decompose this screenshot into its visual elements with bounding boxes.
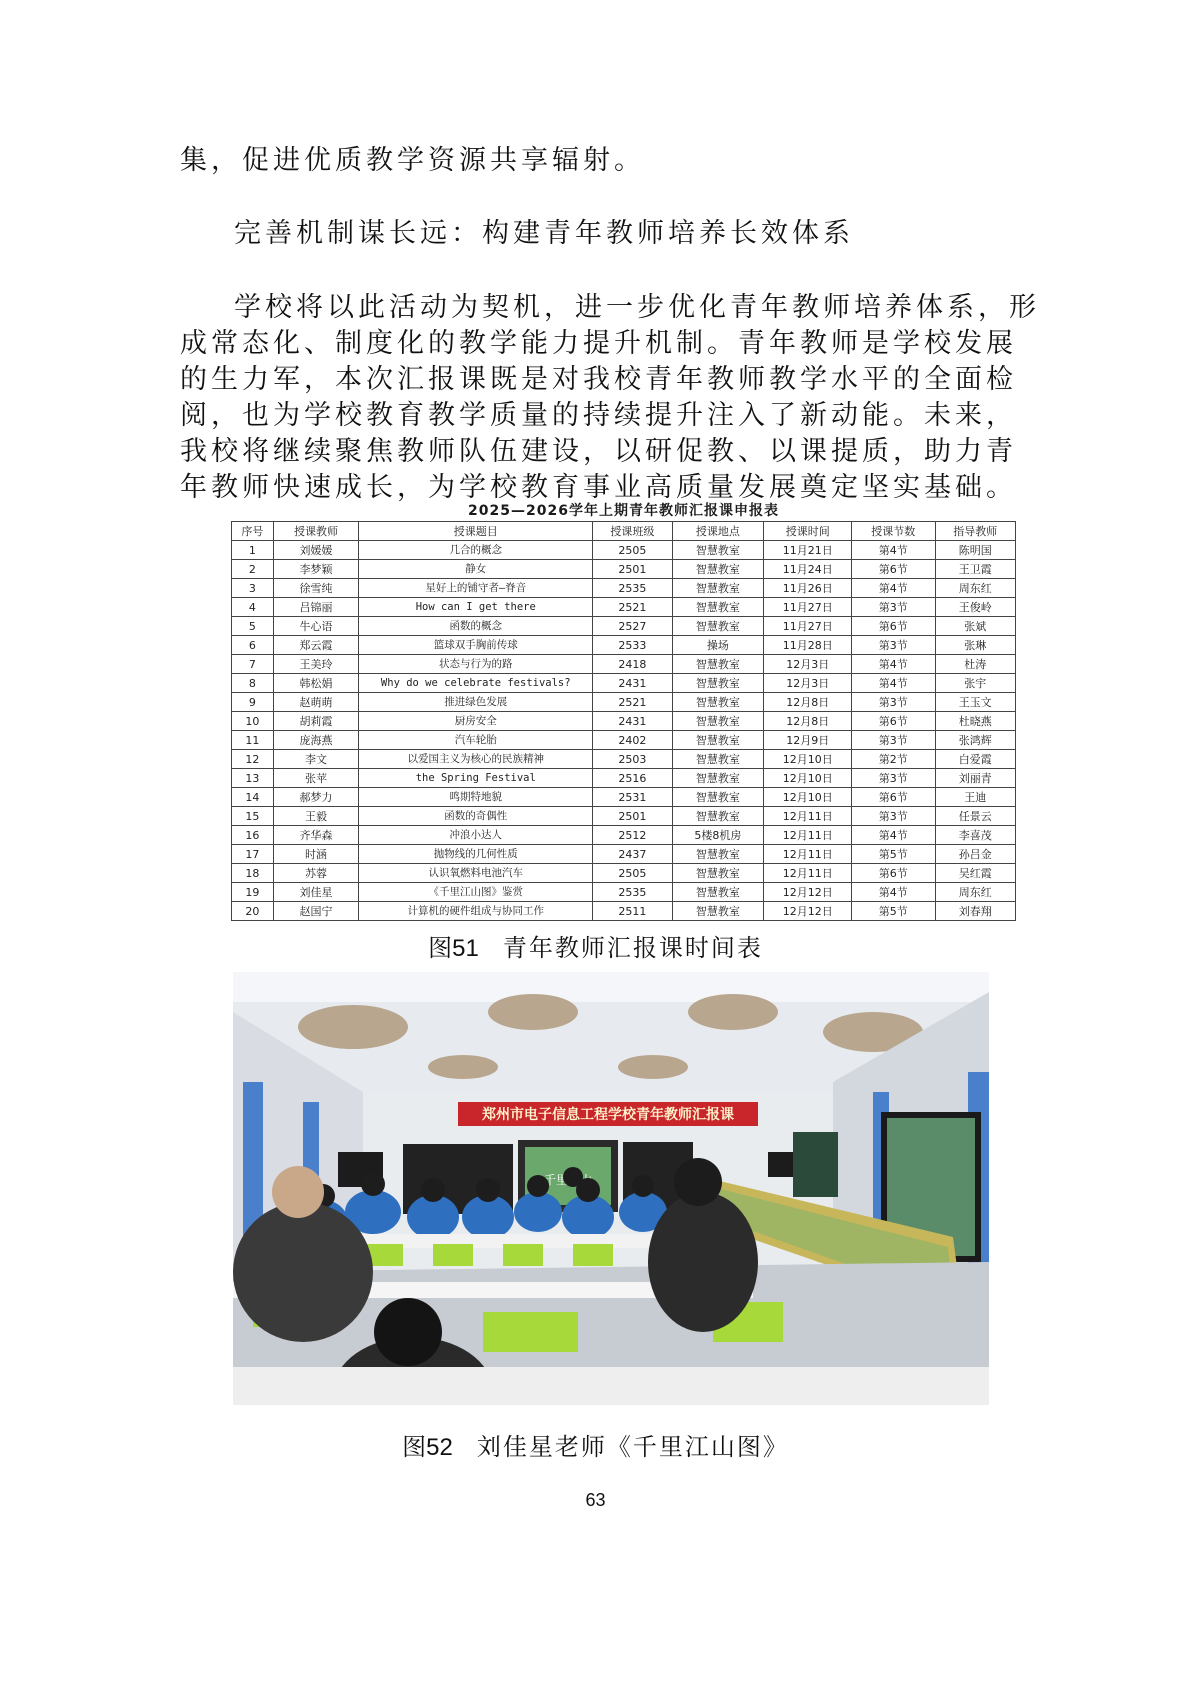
paragraph-continuation: 集，促进优质教学资源共享辐射。 — [180, 145, 645, 176]
cell-teacher: 吕锦丽 — [273, 598, 359, 617]
cell-location: 智慧教室 — [672, 617, 764, 636]
cell-class: 2505 — [593, 864, 672, 883]
cell-teacher: 庞海燕 — [273, 731, 359, 750]
cell-mentor: 刘春翔 — [935, 902, 1015, 921]
cell-mentor: 陈明国 — [935, 541, 1015, 560]
table-row — [232, 560, 1016, 579]
cell-class: 2531 — [593, 788, 672, 807]
cell-class: 2511 — [593, 902, 672, 921]
cell-class: 2431 — [593, 674, 672, 693]
figure-51-text: 青年教师汇报课时间表 — [502, 934, 763, 962]
cell-location: 智慧教室 — [672, 541, 764, 560]
cell-topic: 计算机的硬件组成与协同工作 — [359, 902, 593, 921]
cell-mentor: 吴红霞 — [935, 864, 1015, 883]
cell-class: 2418 — [593, 655, 672, 674]
cell-teacher: 齐华森 — [273, 826, 359, 845]
table-body — [232, 541, 1016, 921]
cell-date: 12月11日 — [764, 807, 852, 826]
cell-mentor: 王玉文 — [935, 693, 1015, 712]
cell-index: 17 — [232, 845, 274, 864]
cell-teacher: 张苹 — [273, 769, 359, 788]
cell-location: 智慧教室 — [672, 883, 764, 902]
cell-topic: How can I get there — [359, 598, 593, 617]
header-date: 授课时间 — [764, 522, 852, 541]
cell-date: 12月12日 — [764, 883, 852, 902]
cell-topic: Why do we celebrate festivals? — [359, 674, 593, 693]
cell-topic: 静女 — [359, 560, 593, 579]
table-title: 2025—2026学年上期青年教师汇报课申报表 — [468, 503, 779, 519]
cell-location: 智慧教室 — [672, 902, 764, 921]
table-row — [232, 750, 1016, 769]
table-row — [232, 579, 1016, 598]
cell-mentor: 刘丽青 — [935, 769, 1015, 788]
cell-date: 11月24日 — [764, 560, 852, 579]
classroom-photo — [233, 972, 989, 1405]
cell-class: 2503 — [593, 750, 672, 769]
cell-teacher: 李文 — [273, 750, 359, 769]
table-row — [232, 883, 1016, 902]
cell-topic: 抛物线的几何性质 — [359, 845, 593, 864]
cell-class: 2431 — [593, 712, 672, 731]
cell-location: 智慧教室 — [672, 579, 764, 598]
cell-mentor: 周东红 — [935, 579, 1015, 598]
cell-location: 智慧教室 — [672, 769, 764, 788]
cell-date: 12月8日 — [764, 712, 852, 731]
cell-date: 11月21日 — [764, 541, 852, 560]
table-row — [232, 617, 1016, 636]
cell-date: 11月27日 — [764, 598, 852, 617]
cell-mentor: 王卫霞 — [935, 560, 1015, 579]
table-row — [232, 598, 1016, 617]
cell-class: 2516 — [593, 769, 672, 788]
cell-index: 18 — [232, 864, 274, 883]
cell-date: 11月26日 — [764, 579, 852, 598]
cell-index: 4 — [232, 598, 274, 617]
schedule-table — [231, 521, 1016, 921]
cell-topic: 冲浪小达人 — [359, 826, 593, 845]
cell-index: 6 — [232, 636, 274, 655]
cell-date: 12月8日 — [764, 693, 852, 712]
cell-topic: 状态与行为的路 — [359, 655, 593, 674]
cell-teacher: 赵萌萌 — [273, 693, 359, 712]
cell-topic: 函数的奇偶性 — [359, 807, 593, 826]
cell-period: 第3节 — [852, 598, 936, 617]
cell-class: 2521 — [593, 693, 672, 712]
cell-index: 11 — [232, 731, 274, 750]
cell-period: 第3节 — [852, 769, 936, 788]
cell-period: 第3节 — [852, 731, 936, 750]
cell-teacher: 王美玲 — [273, 655, 359, 674]
cell-location: 智慧教室 — [672, 693, 764, 712]
cell-mentor: 杜晓燕 — [935, 712, 1015, 731]
cell-location: 智慧教室 — [672, 807, 764, 826]
cell-index: 16 — [232, 826, 274, 845]
cell-period: 第3节 — [852, 693, 936, 712]
cell-index: 5 — [232, 617, 274, 636]
cell-date: 12月11日 — [764, 826, 852, 845]
cell-class: 2501 — [593, 807, 672, 826]
cell-teacher: 韩松娟 — [273, 674, 359, 693]
cell-location: 操场 — [672, 636, 764, 655]
cell-index: 19 — [232, 883, 274, 902]
cell-class: 2533 — [593, 636, 672, 655]
cell-class: 2535 — [593, 883, 672, 902]
cell-teacher: 李梦颖 — [273, 560, 359, 579]
figure-52-text: 刘佳星老师《千里江山图》 — [476, 1433, 789, 1461]
table-row — [232, 731, 1016, 750]
figure-51-number: 图51 — [428, 935, 479, 962]
body-paragraph: 学校将以此活动为契机，进一步优化青年教师培养体系，形成常态化、制度化的教学能力提升机制。青年教师是学校发展的生力军，本次汇报课既是对我校青年教师教学水平的全面检阅，也为学校教育教学质量的持续提升注入了新动能。未来，我校将继续聚焦教师队伍建设，以研促教、以课提质，助力青年教师快速成长，为学校教育事业高质量发展奠定坚实基础。 — [180, 292, 1040, 503]
cell-period: 第6节 — [852, 712, 936, 731]
cell-location: 智慧教室 — [672, 845, 764, 864]
cell-period: 第4节 — [852, 541, 936, 560]
table-row — [232, 845, 1016, 864]
figure-51-caption — [0, 928, 1191, 963]
cell-class: 2501 — [593, 560, 672, 579]
cell-teacher: 赵国宁 — [273, 902, 359, 921]
cell-class: 2402 — [593, 731, 672, 750]
cell-index: 2 — [232, 560, 274, 579]
cell-index: 12 — [232, 750, 274, 769]
cell-index: 3 — [232, 579, 274, 598]
cell-teacher: 徐雪纯 — [273, 579, 359, 598]
table-header-row — [232, 522, 1016, 541]
cell-location: 智慧教室 — [672, 864, 764, 883]
cell-period: 第3节 — [852, 807, 936, 826]
cell-period: 第6节 — [852, 560, 936, 579]
cell-period: 第4节 — [852, 655, 936, 674]
table-row — [232, 788, 1016, 807]
cell-location: 5楼8机房 — [672, 826, 764, 845]
cell-index: 15 — [232, 807, 274, 826]
cell-index: 8 — [232, 674, 274, 693]
cell-class: 2521 — [593, 598, 672, 617]
cell-location: 智慧教室 — [672, 750, 764, 769]
cell-topic: 几合的概念 — [359, 541, 593, 560]
cell-location: 智慧教室 — [672, 731, 764, 750]
cell-index: 9 — [232, 693, 274, 712]
cell-teacher: 郑云霞 — [273, 636, 359, 655]
table-row — [232, 864, 1016, 883]
header-index: 序号 — [232, 522, 274, 541]
cell-teacher: 刘佳星 — [273, 883, 359, 902]
cell-index: 1 — [232, 541, 274, 560]
cell-date: 11月28日 — [764, 636, 852, 655]
cell-class: 2437 — [593, 845, 672, 864]
cell-teacher: 王毅 — [273, 807, 359, 826]
table-row — [232, 655, 1016, 674]
cell-topic: 鸣期特地貌 — [359, 788, 593, 807]
cell-topic: 认识氧燃料电池汽车 — [359, 864, 593, 883]
cell-mentor: 孙吕金 — [935, 845, 1015, 864]
table-row — [232, 712, 1016, 731]
cell-period: 第4节 — [852, 826, 936, 845]
banner-text: 郑州市电子信息工程学校青年教师汇报课 — [482, 1107, 734, 1123]
cell-topic: 厨房安全 — [359, 712, 593, 731]
cell-index: 13 — [232, 769, 274, 788]
classroom-illustration — [233, 972, 989, 1405]
cell-mentor: 王俊岭 — [935, 598, 1015, 617]
cell-mentor: 张斌 — [935, 617, 1015, 636]
cell-mentor: 张宇 — [935, 674, 1015, 693]
cell-date: 12月3日 — [764, 674, 852, 693]
cell-teacher: 时涵 — [273, 845, 359, 864]
cell-period: 第6节 — [852, 864, 936, 883]
cell-location: 智慧教室 — [672, 674, 764, 693]
cell-period: 第4节 — [852, 883, 936, 902]
cell-mentor: 任景云 — [935, 807, 1015, 826]
cell-teacher: 郝梦力 — [273, 788, 359, 807]
schedule-table-figure — [231, 503, 1016, 918]
figure-52-caption — [0, 1427, 1191, 1462]
cell-period: 第5节 — [852, 845, 936, 864]
header-teacher: 授课教师 — [273, 522, 359, 541]
cell-index: 7 — [232, 655, 274, 674]
cell-class: 2505 — [593, 541, 672, 560]
cell-class: 2512 — [593, 826, 672, 845]
table-row — [232, 541, 1016, 560]
cell-teacher: 刘媛媛 — [273, 541, 359, 560]
cell-topic: 汽车轮胎 — [359, 731, 593, 750]
cell-topic: 函数的概念 — [359, 617, 593, 636]
table-row — [232, 769, 1016, 788]
cell-topic: the Spring Festival — [359, 769, 593, 788]
cell-teacher: 苏蓉 — [273, 864, 359, 883]
cell-index: 14 — [232, 788, 274, 807]
cell-date: 12月10日 — [764, 769, 852, 788]
cell-mentor: 张琳 — [935, 636, 1015, 655]
cell-index: 20 — [232, 902, 274, 921]
cell-date: 12月11日 — [764, 864, 852, 883]
cell-class: 2527 — [593, 617, 672, 636]
cell-topic: 推进绿色发展 — [359, 693, 593, 712]
cell-topic: 篮球双手胸前传球 — [359, 636, 593, 655]
cell-period: 第3节 — [852, 636, 936, 655]
header-topic: 授课题目 — [359, 522, 593, 541]
cell-date: 12月3日 — [764, 655, 852, 674]
cell-date: 12月9日 — [764, 731, 852, 750]
table-row — [232, 674, 1016, 693]
cell-mentor: 李喜茂 — [935, 826, 1015, 845]
cell-mentor: 杜涛 — [935, 655, 1015, 674]
section-heading: 完善机制谋长远：构建青年教师培养长效体系 — [234, 218, 854, 249]
cell-location: 智慧教室 — [672, 788, 764, 807]
cell-teacher: 牛心语 — [273, 617, 359, 636]
cell-mentor: 周东红 — [935, 883, 1015, 902]
cell-location: 智慧教室 — [672, 712, 764, 731]
cell-date: 12月10日 — [764, 788, 852, 807]
cell-location: 智慧教室 — [672, 655, 764, 674]
table-row — [232, 826, 1016, 845]
cell-location: 智慧教室 — [672, 598, 764, 617]
cell-date: 12月10日 — [764, 750, 852, 769]
header-class: 授课班级 — [593, 522, 672, 541]
cell-mentor: 王迪 — [935, 788, 1015, 807]
cell-period: 第5节 — [852, 902, 936, 921]
table-row — [232, 902, 1016, 921]
header-period: 授课节数 — [852, 522, 936, 541]
cell-class: 2535 — [593, 579, 672, 598]
header-location: 授课地点 — [672, 522, 764, 541]
page-number: 63 — [585, 1490, 606, 1510]
cell-location: 智慧教室 — [672, 560, 764, 579]
table-row — [232, 807, 1016, 826]
cell-date: 12月12日 — [764, 902, 852, 921]
cell-period: 第2节 — [852, 750, 936, 769]
cell-period: 第6节 — [852, 617, 936, 636]
cell-period: 第4节 — [852, 579, 936, 598]
cell-teacher: 胡莉霞 — [273, 712, 359, 731]
cell-date: 12月11日 — [764, 845, 852, 864]
cell-topic: 以爱国主义为核心的民族精神 — [359, 750, 593, 769]
table-row — [232, 636, 1016, 655]
cell-period: 第6节 — [852, 788, 936, 807]
cell-index: 10 — [232, 712, 274, 731]
cell-topic: 星好上的铺守者—脊音 — [359, 579, 593, 598]
cell-period: 第4节 — [852, 674, 936, 693]
cell-mentor: 白爱霞 — [935, 750, 1015, 769]
cell-date: 11月27日 — [764, 617, 852, 636]
header-mentor: 指导教师 — [935, 522, 1015, 541]
cell-topic: 《千里江山图》鉴赏 — [359, 883, 593, 902]
table-row — [232, 693, 1016, 712]
cell-mentor: 张鸿辉 — [935, 731, 1015, 750]
figure-52-number: 图52 — [402, 1434, 453, 1461]
